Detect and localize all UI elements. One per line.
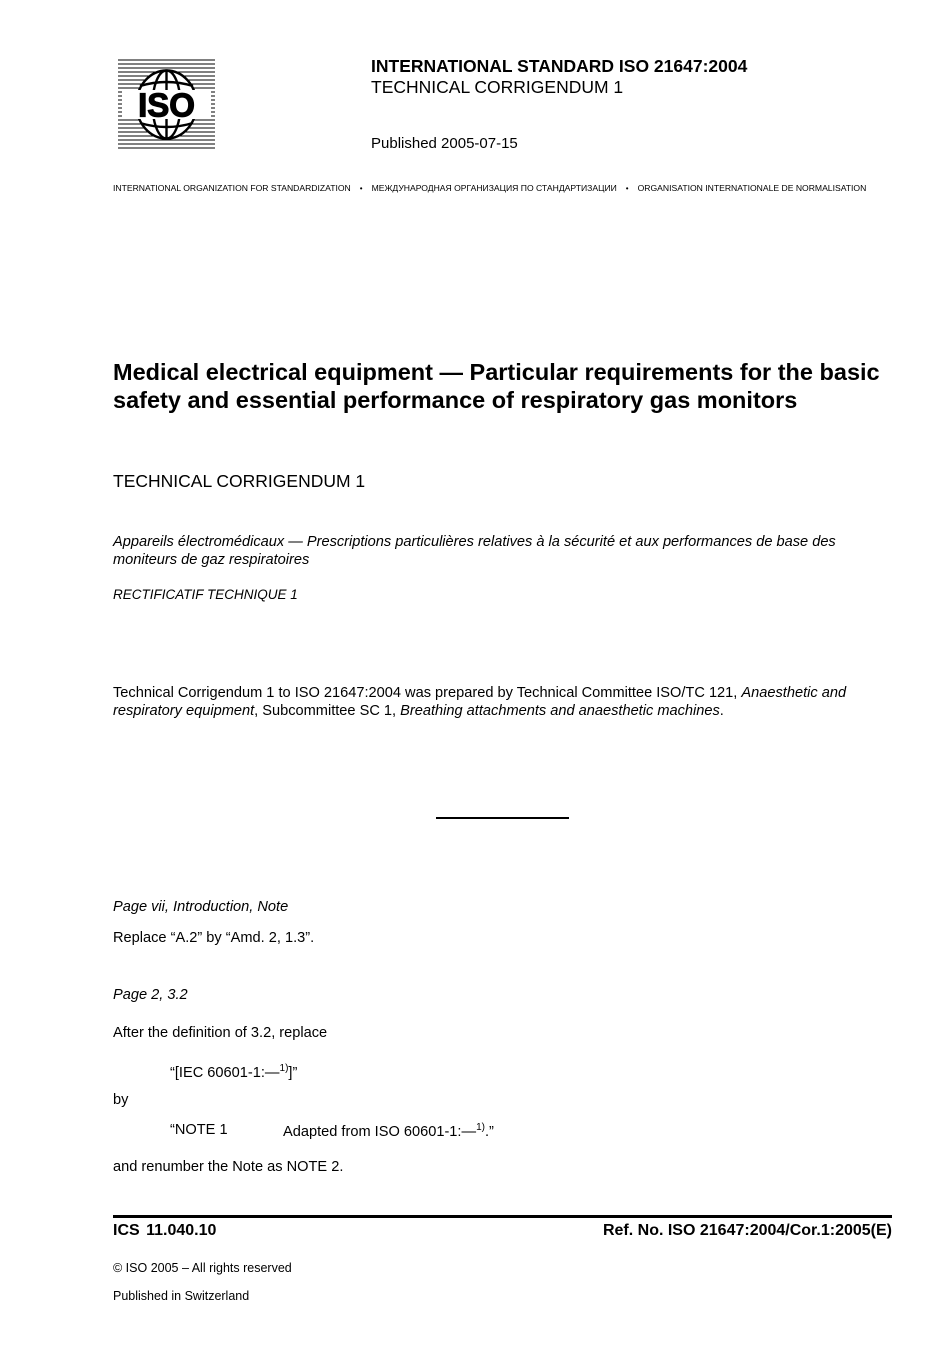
standard-subtitle: TECHNICAL CORRIGENDUM 1	[371, 77, 624, 97]
corrigendum-label: TECHNICAL CORRIGENDUM 1	[113, 471, 366, 491]
bullet-separator: •	[359, 183, 363, 193]
correction-1-text: Replace “A.2” by “Amd. 2, 1.3”.	[113, 930, 315, 946]
standard-title: INTERNATIONAL STANDARD ISO 21647:2004	[371, 56, 748, 76]
reference-number: Ref. No. ISO 21647:2004/Cor.1:2005(E)	[602, 1222, 892, 1239]
ics-code: ICS 11.040.10	[113, 1222, 217, 1239]
org-name-ru: МЕЖДУНАРОДНАЯ ОРГАНИЗАЦИЯ ПО СТАНДАРТИЗАЦИИ	[371, 183, 617, 193]
correction-1-heading: Page vii, Introduction, Note	[113, 899, 289, 915]
org-name-fr: ORGANISATION INTERNATIONALE DE NORMALISATION	[637, 183, 867, 193]
iso-logo	[118, 58, 215, 151]
committee-name: Anaesthetic and respiratory equipment	[113, 685, 847, 719]
footnote-ref: 1)	[476, 1122, 485, 1133]
note-text: Adapted from ISO 60601-1:—$^{1)}$.”	[283, 1122, 494, 1140]
correction-2-heading: Page 2, 3.2	[113, 987, 188, 1003]
section-divider	[436, 817, 569, 819]
copyright-notice: © ISO 2005 – All rights reserved	[113, 1261, 292, 1275]
renumber-text: and renumber the Note as NOTE 2.	[113, 1159, 344, 1175]
preparation-paragraph: Technical Corrigendum 1 to ISO 21647:2004 was prepared by Technical Committee ISO/TC 121, Anaesthetic and respiratory equipment, Subcommittee SC 1, Breathing attachments and anaesthetic machines.	[113, 685, 847, 719]
french-title: Appareils électromédicaux — Prescriptions particulières relatives à la sécurité et aux performances de base des moniteurs de gaz respiratoires	[113, 534, 836, 568]
subcommittee-name: Breathing attachments and anaesthetic machines	[400, 703, 720, 719]
french-corrigendum-label: RECTIFICATIF TECHNIQUE 1	[113, 587, 298, 602]
organization-line	[113, 183, 893, 193]
replaced-quote: “[IEC 60601-1:—$^{1)}$]”	[170, 1063, 298, 1081]
footer-rule	[113, 1215, 892, 1218]
published-in: Published in Switzerland	[113, 1289, 250, 1303]
bullet-separator: •	[625, 183, 629, 193]
document-title: Medical electrical equipment — Particular requirements for the basic safety and essential performance of respiratory gas monitors	[113, 359, 880, 413]
logo-lettering: ISO	[138, 86, 195, 124]
by-text: by	[113, 1092, 129, 1108]
publication-date: Published 2005-07-15	[371, 135, 518, 152]
correction-2-text: After the definition of 3.2, replace	[113, 1025, 328, 1041]
org-name-en: INTERNATIONAL ORGANIZATION FOR STANDARDIZATION	[113, 183, 351, 193]
footnote-ref: 1)	[279, 1063, 289, 1074]
note-label: “NOTE 1	[170, 1122, 228, 1138]
